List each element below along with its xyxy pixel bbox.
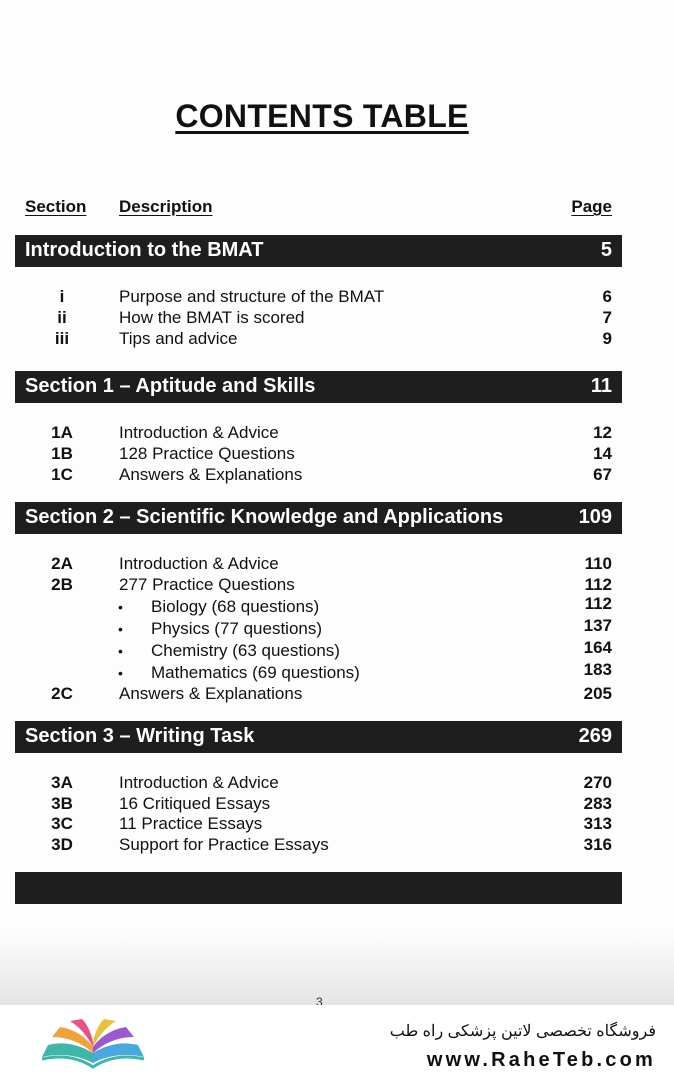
- watermark-footer: [0, 1005, 674, 1080]
- toc-row: [0, 794, 674, 815]
- toc-row: [0, 423, 674, 444]
- toc-subrow: [0, 594, 674, 618]
- row-page: 316: [583, 835, 612, 854]
- bullet-icon: •: [118, 665, 123, 681]
- row-code: 2B: [51, 575, 73, 594]
- row-description: Purpose and structure of the BMAT: [119, 287, 385, 306]
- row-page: 67: [593, 465, 612, 484]
- toc-row: [0, 773, 674, 794]
- row-description: Answers & Explanations: [119, 465, 303, 484]
- section-title: Introduction to the BMAT: [25, 239, 264, 261]
- toc-row: [0, 329, 674, 350]
- row-page: 137: [583, 616, 612, 635]
- row-description: 11 Practice Essays: [119, 814, 263, 833]
- toc-row: [0, 835, 674, 856]
- row-page: 112: [584, 575, 612, 594]
- toc-row: [0, 684, 674, 705]
- row-description: 16 Critiqued Essays: [119, 794, 271, 813]
- column-header-page: Page: [571, 197, 612, 216]
- section-bar-section-2: [15, 502, 622, 534]
- section-page: 269: [578, 725, 612, 747]
- row-page: 205: [583, 684, 612, 703]
- row-description: Answers & Explanations: [119, 684, 303, 703]
- section-title: Section 1 – Aptitude and Skills: [25, 375, 316, 397]
- row-page: 270: [583, 773, 612, 792]
- row-code: ii: [57, 308, 67, 327]
- toc-subrow: [0, 616, 674, 640]
- toc-row: [0, 554, 674, 575]
- row-code: 1B: [51, 444, 73, 463]
- row-code: 2A: [51, 554, 73, 573]
- toc-row: [0, 287, 674, 308]
- row-page: 6: [602, 287, 612, 306]
- page-number: 3: [316, 995, 323, 1005]
- toc-row: [0, 444, 674, 465]
- section-page: 11: [590, 375, 612, 397]
- row-code: 1C: [51, 465, 73, 484]
- row-description: Chemistry (63 questions): [151, 641, 340, 660]
- bullet-icon: •: [118, 599, 123, 615]
- toc-subrow: [0, 660, 674, 684]
- row-code: iii: [54, 329, 70, 348]
- row-code: 3B: [51, 794, 73, 813]
- row-description: Biology (68 questions): [151, 597, 320, 616]
- website-url: www.RaheTeb.com: [426, 1049, 656, 1071]
- page-title: CONTENTS TABLE: [175, 98, 469, 134]
- toc-row: [0, 308, 674, 329]
- section-page: 109: [578, 506, 612, 528]
- page-bottom-shadow: [0, 930, 674, 1005]
- row-description: Introduction & Advice: [119, 423, 279, 442]
- row-code: 3A: [51, 773, 73, 792]
- bullet-icon: •: [118, 621, 123, 637]
- row-page: 12: [593, 423, 612, 442]
- row-page: 283: [583, 794, 612, 813]
- row-description: Support for Practice Essays: [119, 835, 329, 854]
- section-title: Section 3 – Writing Task: [25, 725, 255, 747]
- toc-row: [0, 814, 674, 835]
- row-page: 110: [584, 554, 612, 573]
- row-code: i: [59, 287, 65, 306]
- row-description: 128 Practice Questions: [119, 444, 295, 463]
- section-bar-section-1: [15, 371, 622, 403]
- section-title: Section 2 – Scientific Knowledge and Applications: [25, 506, 504, 528]
- row-code: 3D: [51, 835, 73, 854]
- toc-row: [0, 465, 674, 486]
- toc-subrow: [0, 638, 674, 662]
- row-page: 9: [602, 329, 612, 348]
- row-description: 277 Practice Questions: [119, 575, 295, 594]
- row-page: 14: [593, 444, 612, 463]
- section-page: 5: [600, 239, 612, 261]
- row-page: 183: [583, 660, 612, 679]
- row-page: 313: [583, 814, 612, 833]
- row-description: Introduction & Advice: [119, 773, 279, 792]
- row-description: How the BMAT is scored: [119, 308, 305, 327]
- section-bar-section-3: [15, 721, 622, 753]
- row-description: Introduction & Advice: [119, 554, 279, 573]
- row-code: 1A: [51, 423, 73, 442]
- row-code: 3C: [51, 814, 73, 833]
- toc-row: [0, 575, 674, 596]
- row-page: 7: [602, 308, 612, 327]
- row-page: 164: [583, 638, 612, 657]
- column-header-section: Section: [25, 197, 87, 216]
- bullet-icon: •: [118, 643, 123, 659]
- row-description: Mathematics (69 questions): [151, 663, 360, 682]
- shop-name: فروشگاه تخصصی لاتین پزشکی راه طب: [389, 1023, 656, 1040]
- row-page: 112: [584, 594, 612, 613]
- column-header-description: Description: [119, 197, 213, 216]
- row-description: Physics (77 questions): [151, 619, 323, 638]
- row-description: Tips and advice: [119, 329, 238, 348]
- open-book-logo-icon: [38, 1019, 148, 1071]
- section-bar-intro: [15, 235, 622, 267]
- row-code: 2C: [51, 684, 73, 703]
- empty-bar: [15, 872, 622, 904]
